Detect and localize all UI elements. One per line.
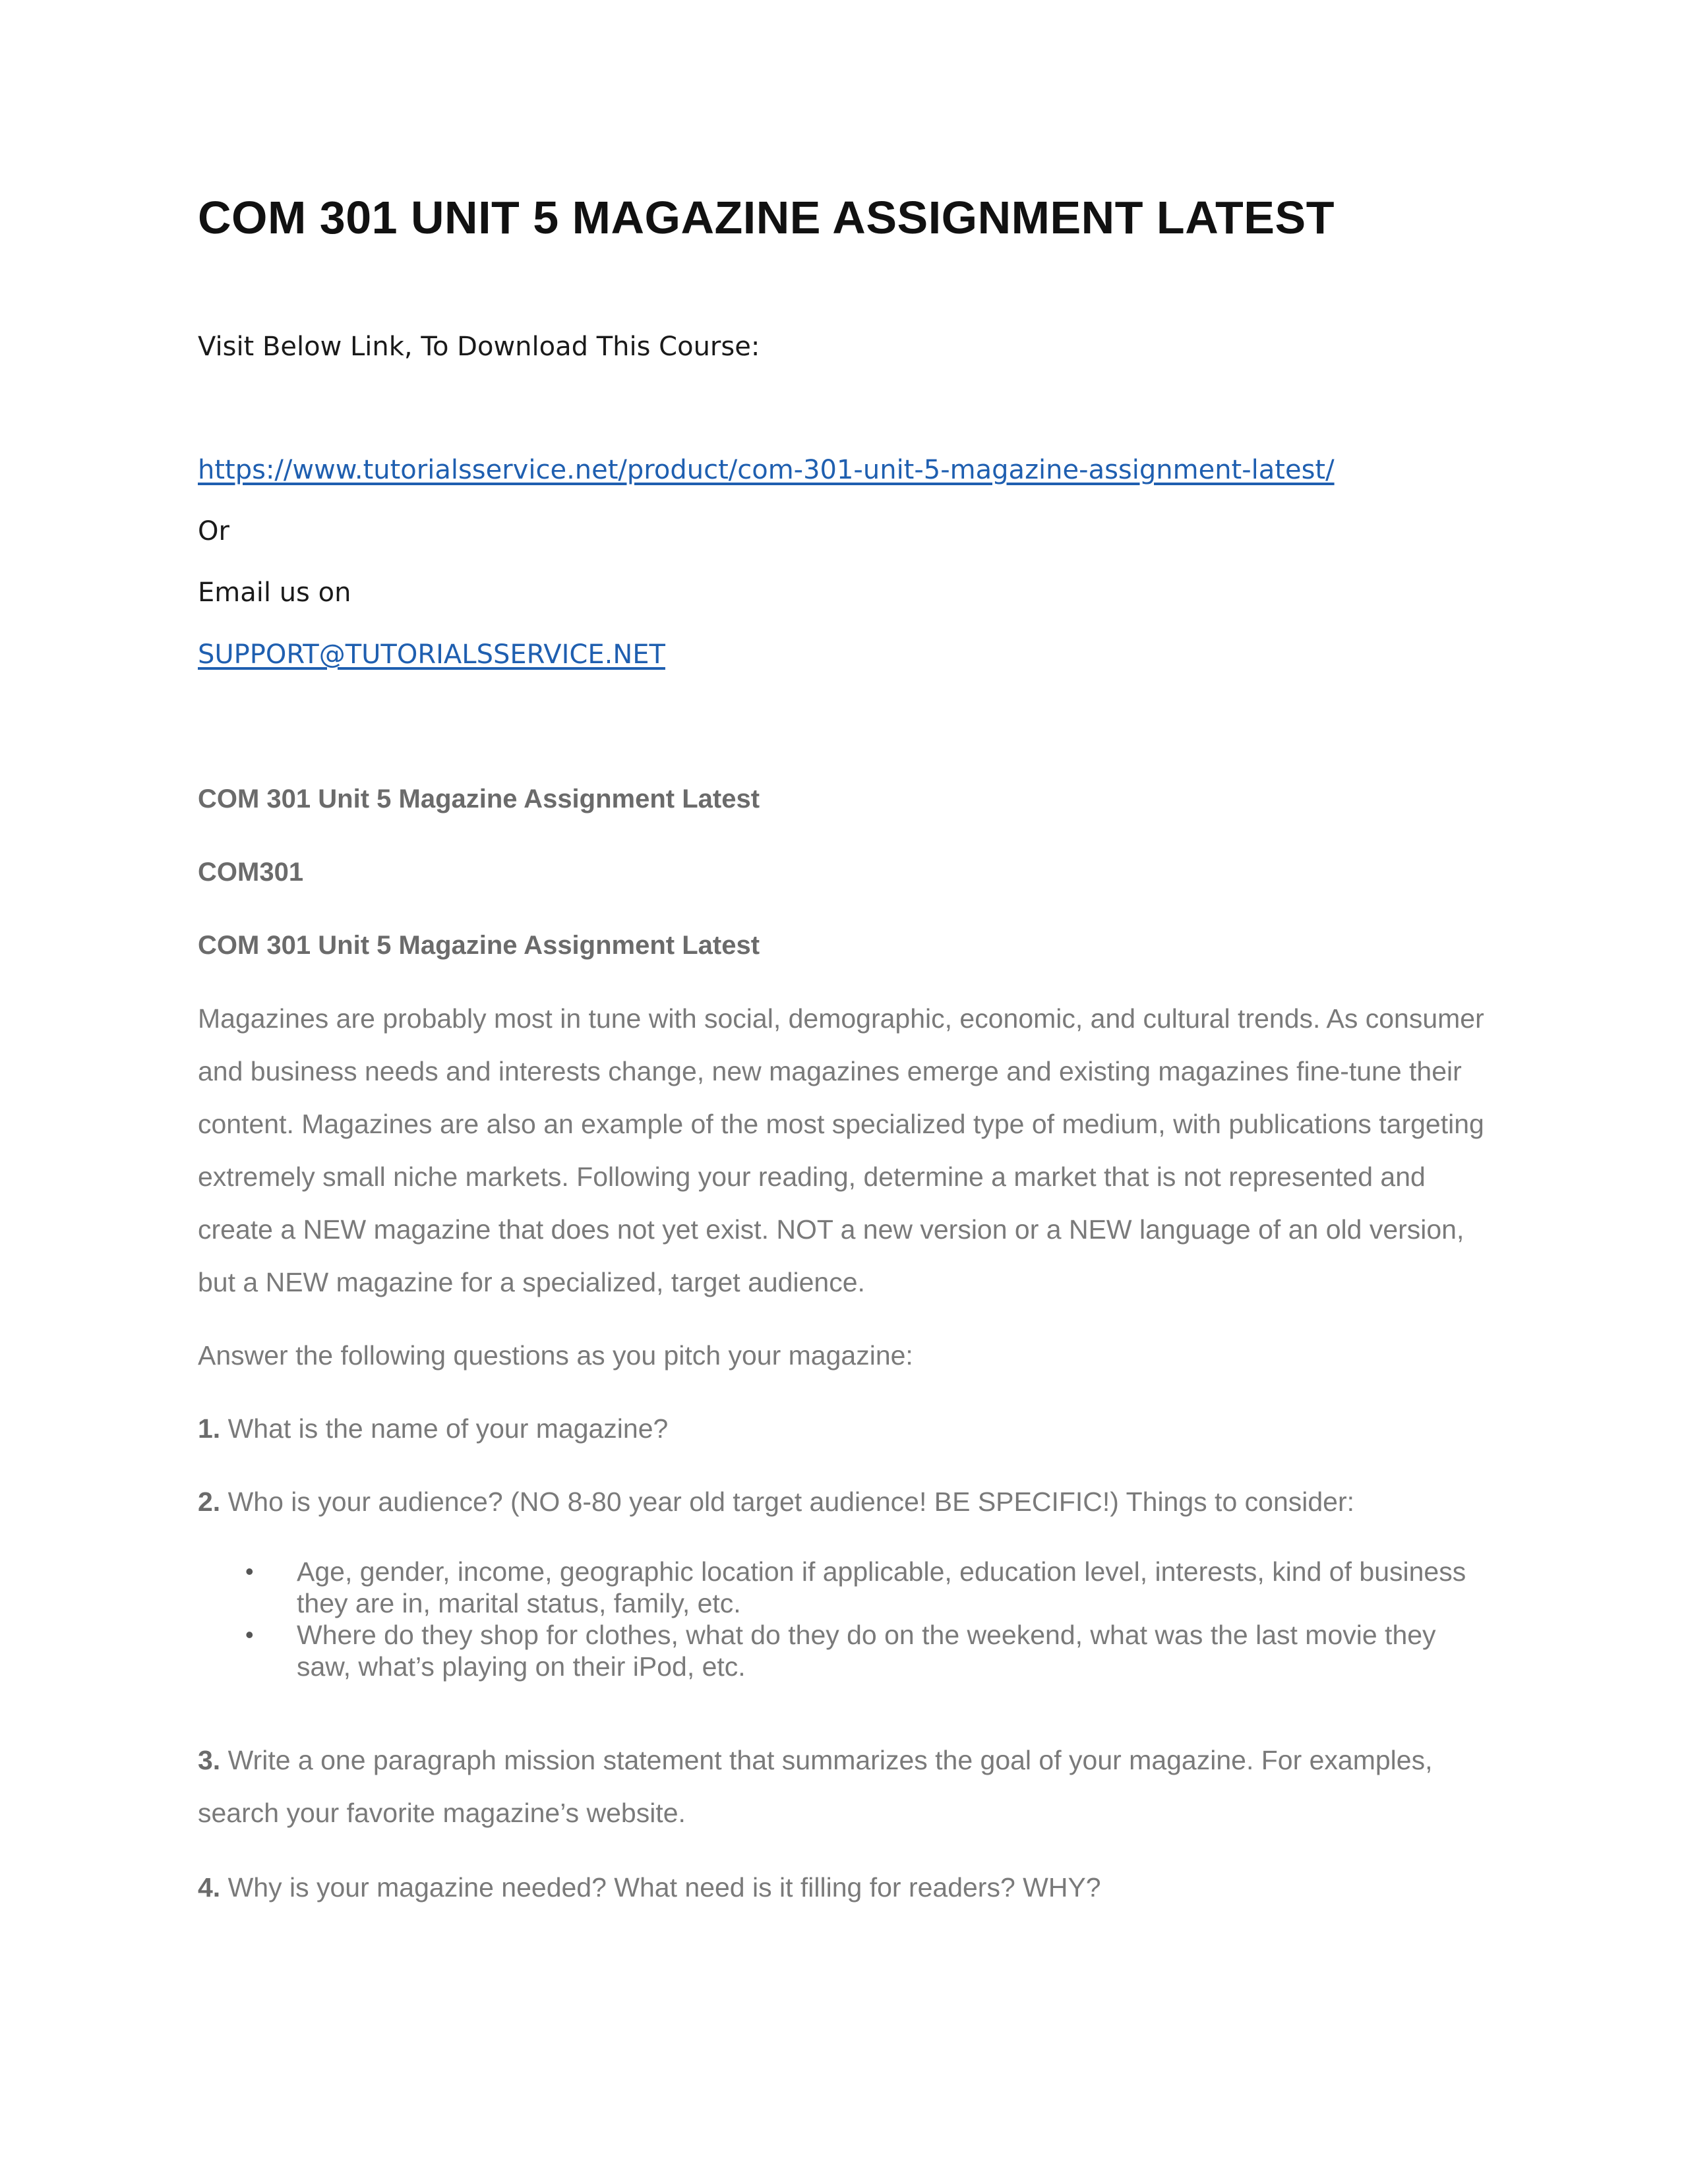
page-title: COM 301 UNIT 5 MAGAZINE ASSIGNMENT LATEST bbox=[198, 192, 1335, 243]
question-number: 1. bbox=[198, 1413, 221, 1444]
question-2 bbox=[198, 1487, 1354, 1518]
question-text: Who is your audience? (NO 8-80 year old target audience! BE SPECIFIC!) Things to consider: bbox=[220, 1487, 1355, 1517]
bullet-icon: • bbox=[245, 1558, 254, 1585]
bullet-item bbox=[198, 1556, 1490, 1619]
audience-bullet-list bbox=[198, 1556, 1490, 1682]
bullet-text: Age, gender, income, geographic location if applicable, education level, interests, kind of business they are in, marital status, family, etc. bbox=[297, 1556, 1466, 1618]
bullet-text: Where do they shop for clothes, what do they do on the weekend, what was the last movie they saw, what’s playing on their iPod, etc. bbox=[297, 1620, 1436, 1682]
download-intro: Visit Below Link, To Download This Course: bbox=[198, 332, 760, 362]
question-text: What is the name of your magazine? bbox=[220, 1413, 669, 1444]
question-number: 2. bbox=[198, 1487, 221, 1517]
question-text: Write a one paragraph mission statement that summarizes the goal of your magazine. For examples, search your favorite magazine’s website. bbox=[198, 1745, 1433, 1828]
section-heading-repeat: COM 301 Unit 5 Magazine Assignment Latest bbox=[198, 931, 760, 960]
course-code: COM301 bbox=[198, 858, 304, 887]
assignment-paragraph: Magazines are probably most in tune with social, demographic, economic, and cultural trends. As consumer and business needs and interests change, new magazines emerge and existing magazines fine-tune their content. Magazines are also an example of the most specialized type of medium, with publications targeting extremely small niche markets. Following your reading, determine a market that is not represented and create a NEW magazine that does not yet exist. NOT a new version or a NEW language of an old version, but a NEW magazine for a specialized, target audience. bbox=[198, 1003, 1484, 1297]
question-number: 4. bbox=[198, 1872, 221, 1903]
bullet-item bbox=[198, 1619, 1490, 1682]
email-link[interactable]: SUPPORT@TUTORIALSSERVICE.NET bbox=[198, 639, 665, 670]
bullet-icon: • bbox=[245, 1621, 254, 1648]
question-4 bbox=[198, 1872, 1101, 1903]
or-text: Or bbox=[198, 516, 229, 546]
question-number: 3. bbox=[198, 1745, 221, 1775]
section-heading: COM 301 Unit 5 Magazine Assignment Latest bbox=[198, 784, 760, 813]
email-prompt: Email us on bbox=[198, 577, 351, 608]
question-3 bbox=[198, 1734, 1490, 1839]
instruction-text: Answer the following questions as you pitch your magazine: bbox=[198, 1340, 913, 1371]
question-1 bbox=[198, 1413, 668, 1444]
question-text: Why is your magazine needed? What need is it filling for readers? WHY? bbox=[220, 1872, 1101, 1903]
product-link[interactable]: https://www.tutorialsservice.net/product/com-301-unit-5-magazine-assignment-latest/ bbox=[198, 455, 1335, 485]
